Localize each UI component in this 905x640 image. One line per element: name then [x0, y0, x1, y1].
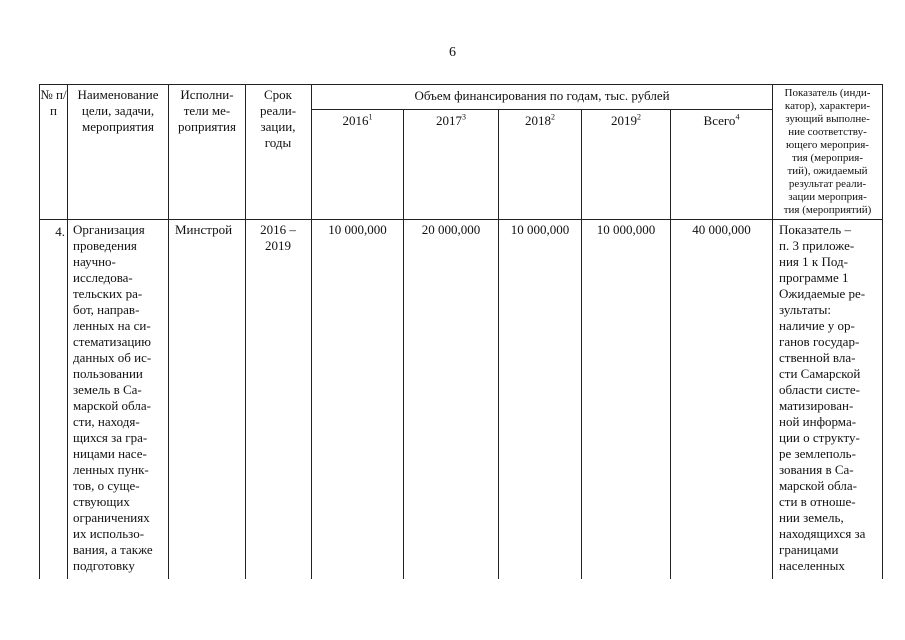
col-line [168, 84, 169, 579]
row-amount-2017: 20 000,000 [421, 222, 481, 237]
col-line [498, 109, 499, 579]
row-indicator-line: наличие у ор- [779, 318, 855, 333]
row-name-line: ницами насе- [73, 446, 147, 461]
row-indicator-line: нии земель, [779, 510, 844, 525]
header-executors: Исполни- тели ме- роприятия [177, 87, 236, 134]
col-line [403, 109, 404, 579]
col-line [670, 109, 671, 579]
row-name-line: Организация [73, 222, 145, 237]
row-name-line: сти, находя- [73, 414, 140, 429]
row-term-line: 2016 – [260, 222, 296, 237]
row-indicator-line: ной информа- [779, 414, 857, 429]
row-indicator-line: ственной вла- [779, 350, 856, 365]
header-indicator-line: тия (мероприятий) [783, 204, 872, 216]
row-indicator-line: Ожидаемые ре- [779, 286, 866, 301]
row-indicator [779, 222, 880, 574]
header-year-2016: 2016$^1$ [342, 112, 373, 128]
years-divider-line [311, 109, 772, 110]
row-name-line: ограничениях [73, 510, 150, 525]
header-indicator-line: зующий выполне- [785, 113, 870, 125]
row-amount-2018: 10 000,000 [510, 222, 570, 237]
row-name-line: тов, о суще- [73, 478, 140, 493]
header-indicator-line: ющего мероприя- [786, 139, 869, 151]
row-term-line: 2019 [265, 238, 291, 253]
row-name-line: щихся за гра- [73, 430, 148, 445]
header-indicator-line: зации мероприя- [788, 191, 867, 203]
header-bottom-border [39, 219, 882, 220]
row-name-line: данных об ис- [73, 350, 152, 365]
row-indicator-line: ганов государ- [779, 334, 860, 349]
row-name-line: подготовку [73, 558, 135, 573]
header-indicator-line: тия (мероприя- [791, 152, 863, 164]
row-name-line: бот, направ- [73, 302, 140, 317]
header-number: № п/п [40, 87, 67, 118]
row-indicator-line: матизирован- [779, 398, 854, 413]
row-name-line: вания, а также [73, 542, 153, 557]
row-name [73, 222, 165, 574]
row-name-line: стематизацию [73, 334, 151, 349]
row-indicator-line: ре землеполь- [779, 446, 856, 461]
row-name-line: марской обла- [73, 398, 151, 413]
header-indicator-line: катор), характери- [784, 100, 871, 112]
col-line [245, 84, 246, 579]
row-amount-2019: 10 000,000 [596, 222, 656, 237]
row-name-line: ствующих [73, 494, 130, 509]
row-indicator-line: ния 1 к Под- [779, 254, 848, 269]
row-name-line: ленных пунк- [73, 462, 149, 477]
table-top-border [39, 84, 882, 85]
row-indicator-line: сти Самарской [779, 366, 861, 381]
row-indicator-line: сти в отноше- [779, 494, 856, 509]
col-line [67, 84, 68, 579]
row-indicator-line: границами [779, 542, 839, 557]
header-indicator-line: результат реали- [788, 178, 867, 190]
header-indicator [773, 87, 882, 217]
header-name: Наименование цели, задачи, мероприятия [77, 87, 159, 134]
header-funding: Объем финансирования по годам, тыс. рублей [414, 88, 670, 103]
row-indicator-line: ции о структу- [779, 430, 860, 445]
row-indicator-line: зования в Са- [779, 462, 854, 477]
col-line [311, 84, 312, 579]
row-term [250, 222, 306, 254]
row-name-line: проведения [73, 238, 137, 253]
row-name-line: научно- [73, 254, 116, 269]
header-year-2019: 2019$^2$ [611, 112, 641, 128]
header-total: Всего$^4$ [703, 112, 740, 128]
row-number: 4. [55, 224, 65, 239]
header-term: Срок реали- зации, годы [259, 87, 297, 150]
row-indicator-line: населенных [779, 558, 845, 573]
page-number: 6 [449, 45, 456, 60]
row-name-line: исследова- [73, 270, 133, 285]
row-name-line: ленных на си- [73, 318, 151, 333]
header-indicator-line: ние соответству- [788, 126, 867, 138]
row-indicator-line: зультаты: [779, 302, 832, 317]
row-executor: Минстрой [175, 222, 233, 237]
header-indicator-line: тий), ожидаемый [787, 165, 868, 177]
header-indicator-line: Показатель (инди- [784, 87, 871, 99]
header-year-2017: 2017$^3$ [436, 112, 466, 128]
col-line [882, 84, 883, 579]
header-year-2018: 2018$^2$ [525, 112, 555, 128]
row-indicator-line: марской обла- [779, 478, 857, 493]
row-indicator-line: Показатель – [779, 222, 851, 237]
row-indicator-line: находящихся за [779, 526, 866, 541]
row-indicator-line: п. 3 приложе- [779, 238, 855, 253]
row-name-line: их использо- [73, 526, 145, 541]
row-name-line: пользовании [73, 366, 143, 381]
col-line [39, 84, 40, 579]
row-indicator-line: программе 1 [779, 270, 849, 285]
row-amount-total: 40 000,000 [692, 222, 751, 237]
row-amount-2016: 10 000,000 [328, 222, 387, 237]
row-name-line: земель в Са- [73, 382, 142, 397]
col-line [581, 109, 582, 579]
row-indicator-line: области систе- [779, 382, 860, 397]
row-name-line: тельских ра- [73, 286, 143, 301]
